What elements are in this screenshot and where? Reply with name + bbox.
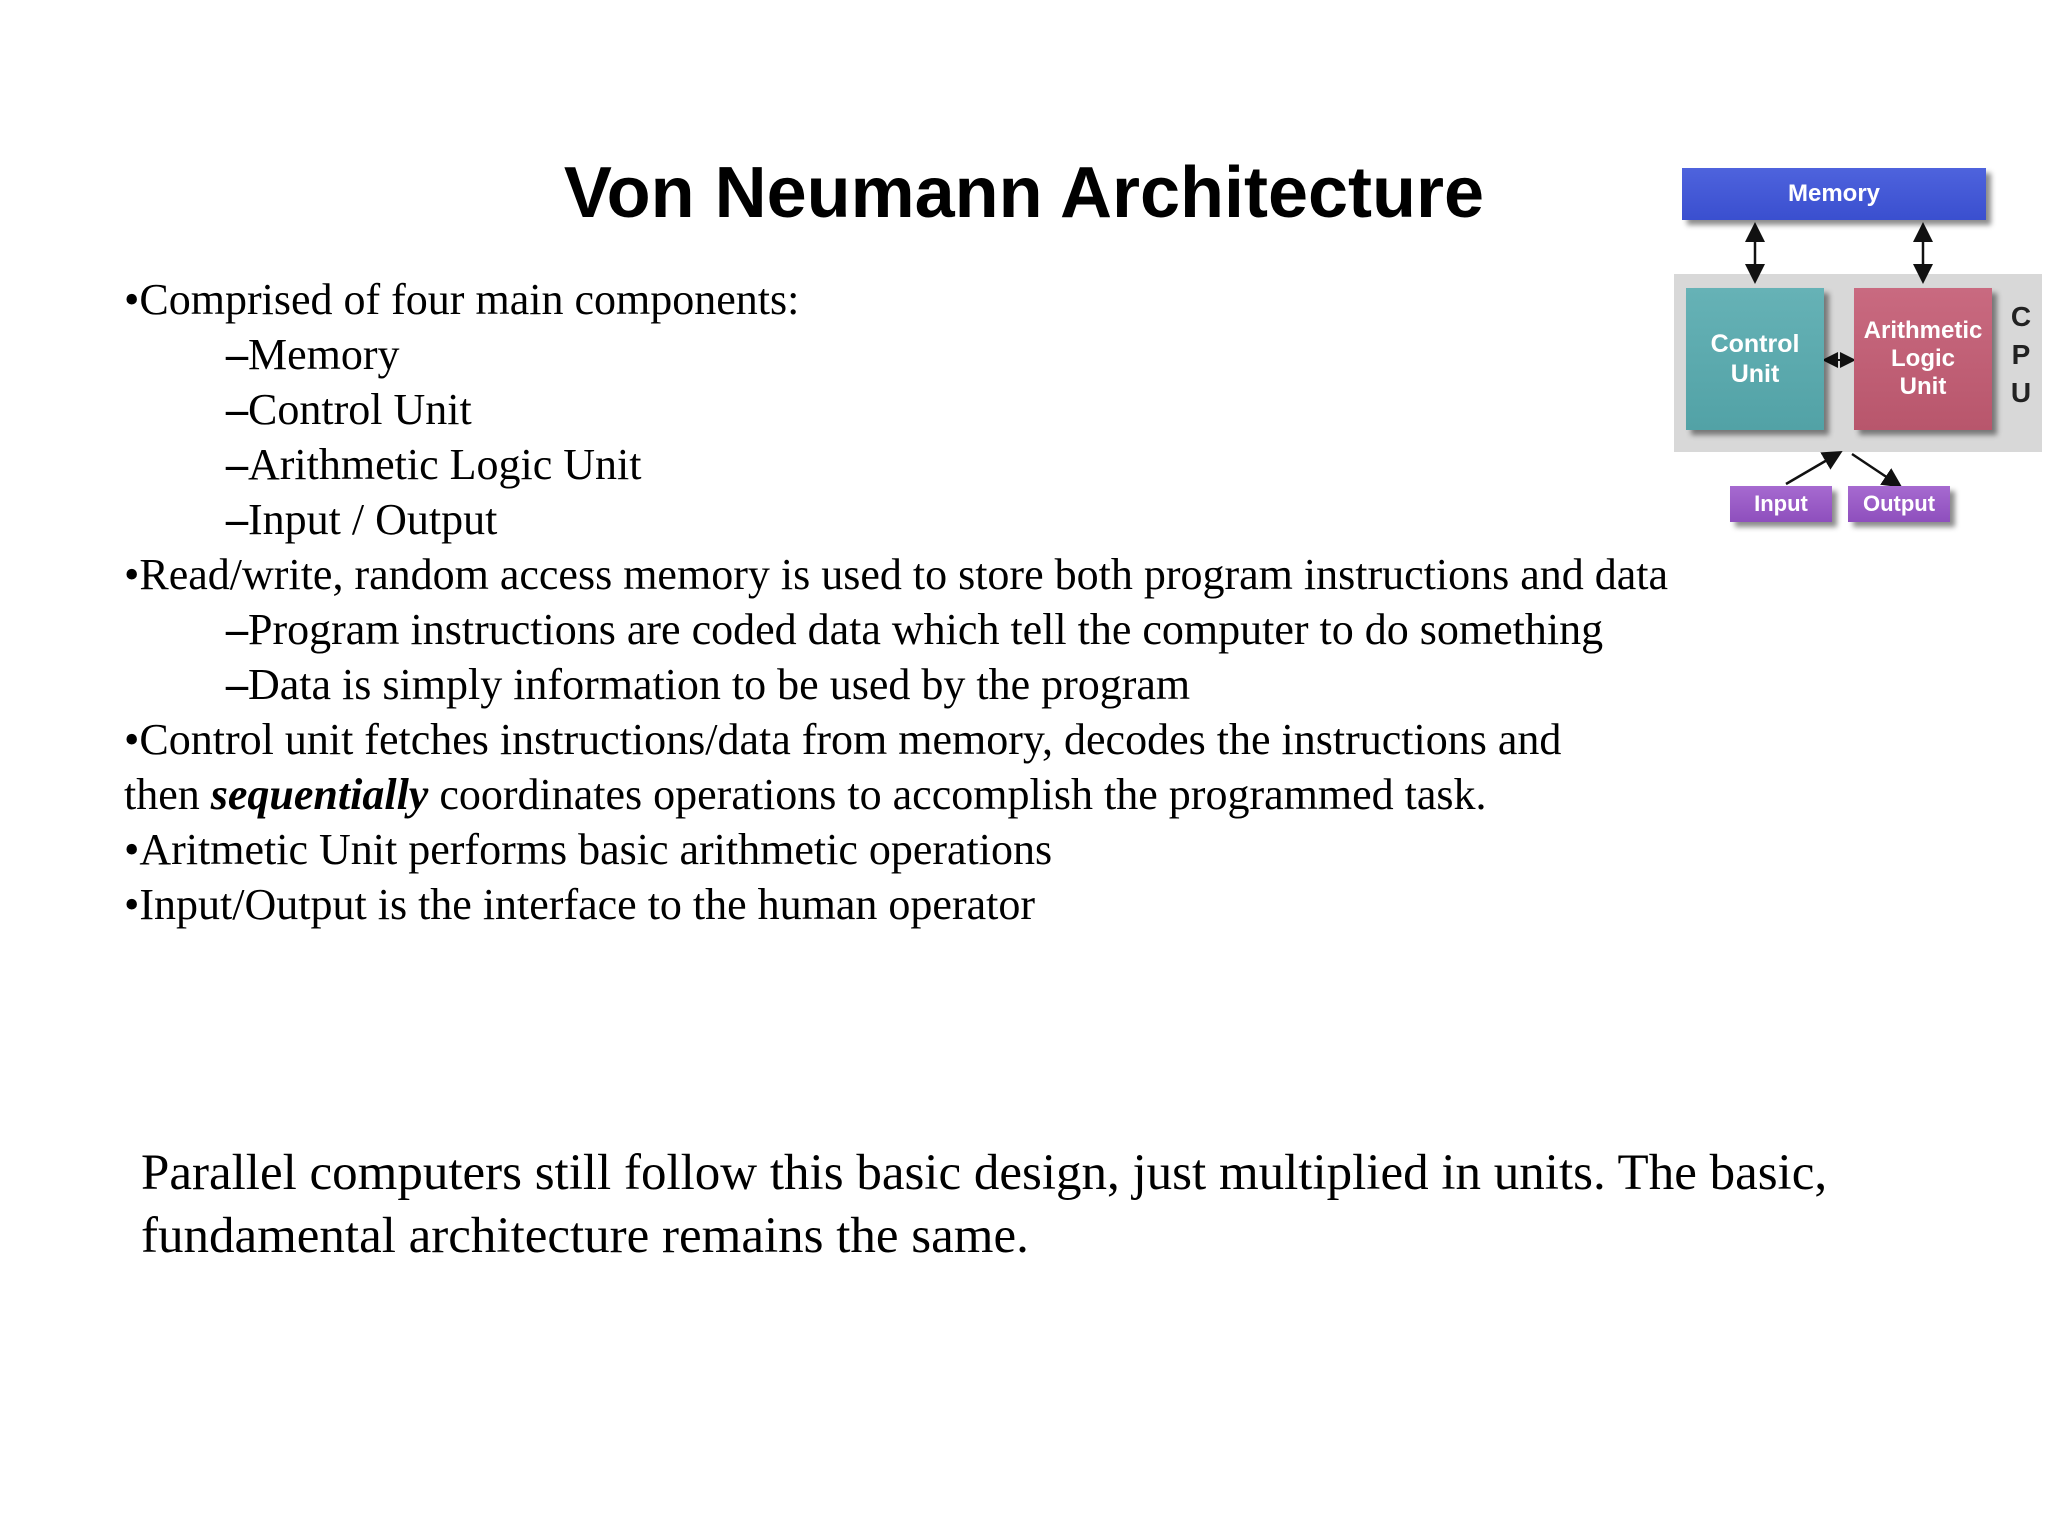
sub-bullet-text: Control Unit bbox=[248, 385, 472, 434]
bullet-control-unit: •Control unit fetches instructions/data from memory, decodes the instructions and bbox=[124, 715, 1562, 764]
bullet-components: •Comprised of four main components: bbox=[124, 275, 800, 324]
input-arrow bbox=[1786, 456, 1834, 484]
cpu-letter: C bbox=[2010, 301, 2032, 332]
dash-glyph: – bbox=[226, 660, 248, 709]
sub-bullet-program-instructions bbox=[124, 602, 1774, 657]
control-unit-label-line: Unit bbox=[1730, 360, 1780, 388]
alu-label-line: Unit bbox=[1899, 373, 1947, 400]
cpu-letter: P bbox=[2011, 339, 2031, 370]
emphasis-sequentially: sequentially bbox=[210, 770, 429, 819]
dash-glyph: – bbox=[226, 605, 248, 654]
sub-bullet-text: Program instructions are coded data which tell the computer to do something bbox=[248, 605, 1604, 654]
sub-bullet-text: Data is simply information to be used by the program bbox=[248, 660, 1191, 709]
sub-bullet-control-unit bbox=[124, 382, 1774, 437]
parallel-note-line-1: Parallel computers still follow this basic design, just multiplied in units. The basic, bbox=[141, 1145, 1828, 1201]
sub-bullet-data bbox=[124, 657, 1774, 712]
continuation-text: coordinates operations to accomplish the programmed task. bbox=[428, 770, 1487, 819]
bullet-input-output: •Input/Output is the interface to the human operator bbox=[124, 880, 1036, 929]
output-box: Output bbox=[1848, 486, 1950, 522]
dash-glyph: – bbox=[226, 330, 248, 379]
sub-bullet-io bbox=[124, 492, 1774, 547]
bullet-control-unit-continuation bbox=[124, 767, 1774, 822]
parallel-note-line-2: fundamental architecture remains the same. bbox=[141, 1208, 1029, 1264]
von-neumann-diagram bbox=[1674, 164, 2046, 540]
sub-bullet-text: Input / Output bbox=[248, 495, 498, 544]
alu-box bbox=[1854, 288, 1992, 430]
dash-glyph: – bbox=[226, 440, 248, 489]
sub-bullet-text: Arithmetic Logic Unit bbox=[248, 440, 642, 489]
control-unit-label-line: Control bbox=[1710, 330, 1800, 358]
alu-label-line: Logic bbox=[1891, 345, 1955, 372]
slide-title: Von Neumann Architecture bbox=[563, 153, 1485, 233]
sub-bullet-memory bbox=[124, 327, 1774, 382]
parallel-note bbox=[141, 1142, 1941, 1268]
cpu-letter: U bbox=[2010, 377, 2032, 408]
cpu-label bbox=[2006, 298, 2036, 412]
bullet-memory-usage: •Read/write, random access memory is used to store both program instructions and data bbox=[124, 550, 1669, 599]
sub-bullet-text: Memory bbox=[248, 330, 400, 379]
continuation-text: then bbox=[124, 770, 211, 819]
alu-label-line: Arithmetic bbox=[1863, 317, 1983, 344]
memory-box: Memory bbox=[1682, 168, 1986, 220]
dash-glyph: – bbox=[226, 495, 248, 544]
output-arrow bbox=[1852, 454, 1894, 482]
dash-glyph: – bbox=[226, 385, 248, 434]
sub-bullet-alu bbox=[124, 437, 1774, 492]
control-unit-box bbox=[1686, 288, 1824, 430]
bullet-arithmetic-unit: •Aritmetic Unit performs basic arithmetic operations bbox=[124, 825, 1053, 874]
bullet-list bbox=[124, 272, 1774, 932]
input-box: Input bbox=[1730, 486, 1832, 522]
